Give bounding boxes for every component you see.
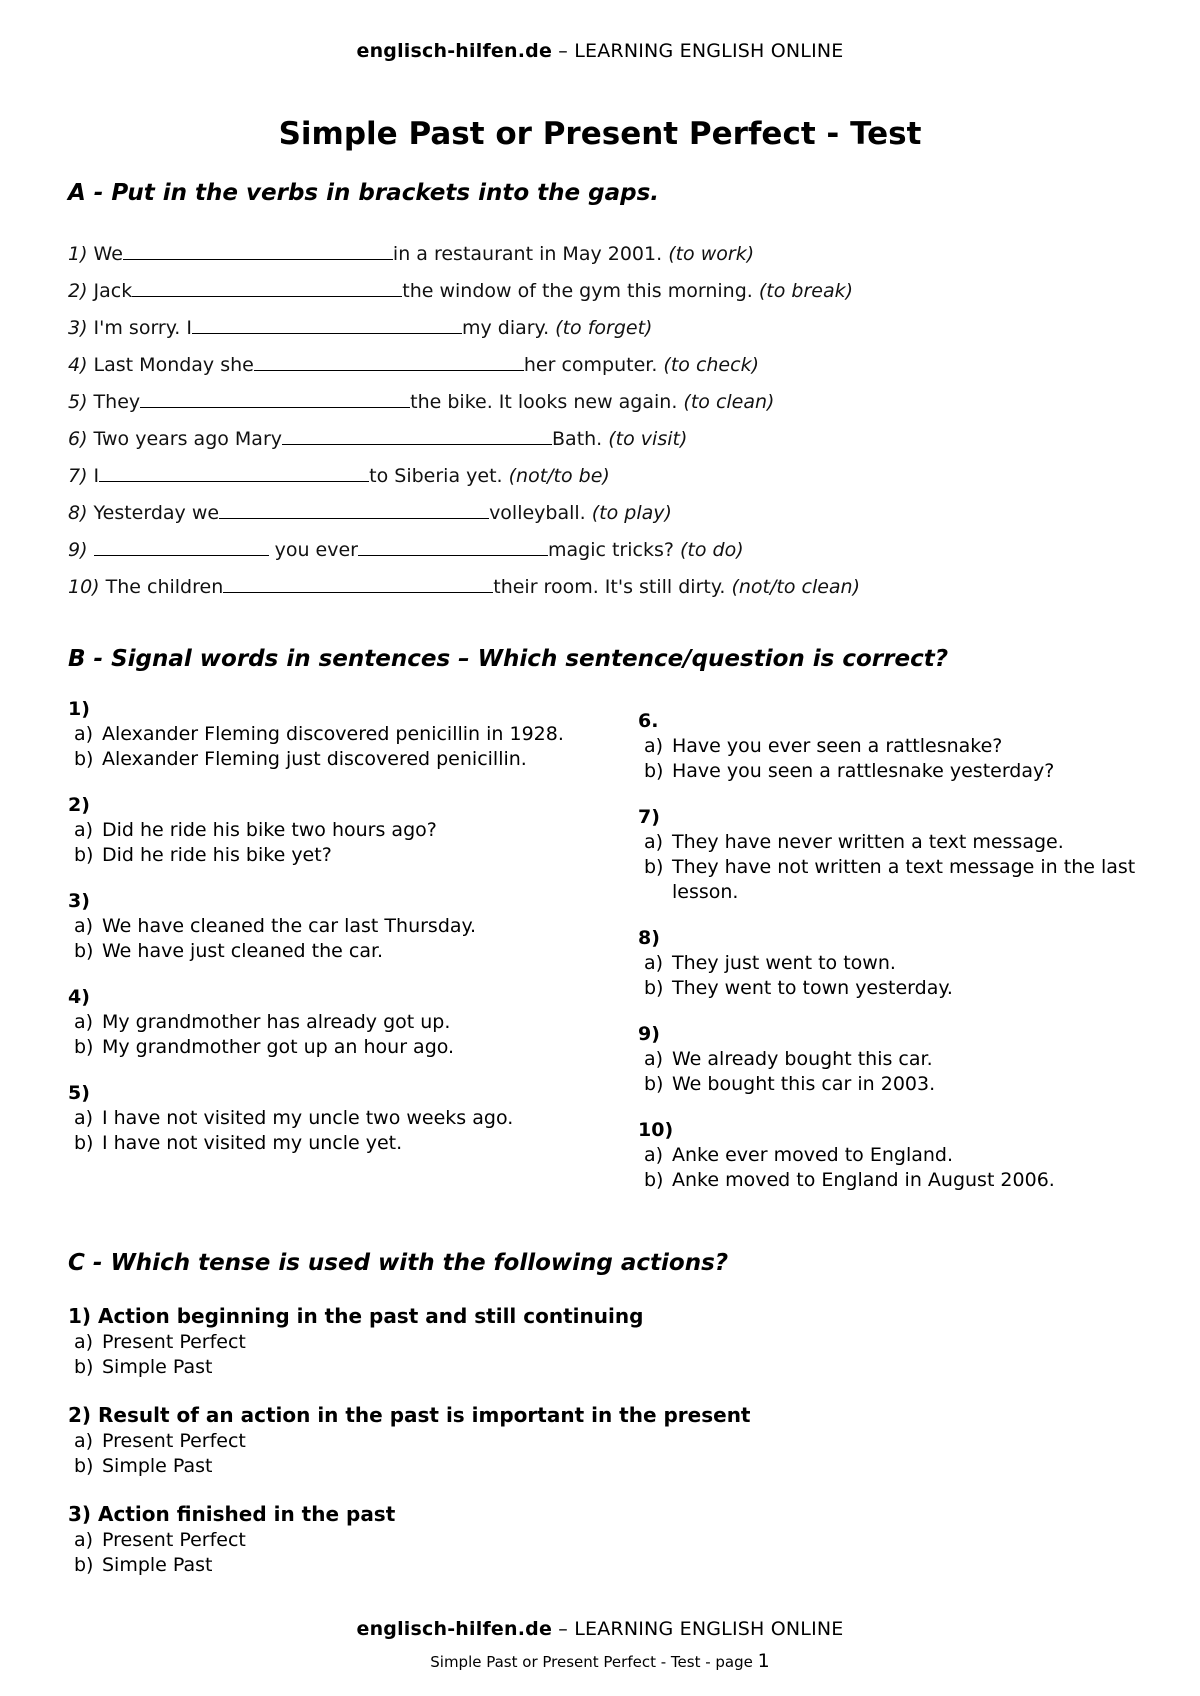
option-letter: b)	[644, 1169, 664, 1191]
option-text: Did he ride his bike yet?	[102, 844, 332, 866]
option-text: Present Perfect	[102, 1529, 246, 1551]
option-letter: b)	[74, 748, 94, 770]
question-block	[68, 698, 588, 772]
option-text: Alexander Fleming discovered penicillin in 1928.	[102, 723, 564, 745]
page-title: Simple Past or Present Perfect - Test	[278, 116, 922, 152]
gap-blank[interactable]	[192, 314, 462, 334]
gap-item-2	[68, 277, 853, 302]
gap-item-number: 6)	[68, 428, 88, 450]
option-letter: b)	[74, 1554, 94, 1576]
gap-item-text-after: in a restaurant in May 2001.	[392, 243, 669, 265]
option-letter: a)	[74, 1011, 94, 1033]
option-letter: a)	[74, 723, 94, 745]
option-text: My grandmother got up an hour ago.	[102, 1036, 455, 1058]
gap-item-text-after: her computer.	[523, 354, 664, 376]
gap-item-text-after: my diary.	[461, 317, 556, 339]
gap-item-3	[68, 314, 652, 339]
option-letter: a)	[74, 1529, 94, 1551]
option-b[interactable]	[638, 1168, 1148, 1193]
gap-item-text-before: I'm sorry. I	[87, 317, 192, 339]
option-a[interactable]	[638, 734, 1148, 759]
gap-blank[interactable]	[99, 462, 369, 482]
option-text: I have not visited my uncle two weeks ago.	[102, 1107, 514, 1129]
gap-item-text-before: Two years ago Mary	[87, 428, 283, 450]
gap-item-7	[68, 462, 610, 487]
option-text: Present Perfect	[102, 1430, 246, 1452]
option-a[interactable]	[68, 914, 588, 939]
gap-item-text-after: their room. It's still dirty.	[493, 576, 732, 598]
option-b[interactable]	[68, 843, 588, 868]
section-b-right-column	[638, 710, 1148, 1215]
gap-item-text-after: Bath.	[552, 428, 609, 450]
footer-separator: –	[552, 1618, 575, 1640]
option-a[interactable]	[68, 1528, 395, 1553]
gap-item-text-after: magic tricks?	[548, 539, 680, 561]
gap-item-hint: (to clean)	[683, 391, 775, 413]
question-block	[68, 890, 588, 964]
option-b[interactable]	[638, 855, 1148, 905]
question-block	[68, 1082, 588, 1156]
option-letter: b)	[74, 1036, 94, 1058]
gap-item-hint: (to forget)	[555, 317, 653, 339]
option-b[interactable]	[68, 1035, 588, 1060]
question-block	[638, 1023, 1148, 1097]
option-a[interactable]	[638, 951, 1148, 976]
gap-blank[interactable]	[282, 425, 552, 445]
option-text: They just went to town.	[672, 952, 896, 974]
question-block	[68, 794, 588, 868]
tense-question-title: 1) Action beginning in the past and still continuing	[68, 1304, 644, 1328]
option-b[interactable]	[68, 1355, 643, 1380]
gap-blank[interactable]	[223, 573, 493, 593]
gap-item-text-middle: you ever	[268, 539, 358, 561]
page-header	[0, 40, 1200, 62]
gap-blank[interactable]	[123, 240, 393, 260]
option-text: We bought this car in 2003.	[672, 1073, 936, 1095]
option-text: They have never written a text message.	[672, 831, 1064, 853]
gap-item-text-after: to Siberia yet.	[369, 465, 509, 487]
gap-item-1	[68, 240, 754, 265]
option-letter: a)	[74, 1430, 94, 1452]
gap-item-hint: (to work)	[668, 243, 755, 265]
option-b[interactable]	[68, 747, 588, 772]
header-site-name: englisch-hilfen.de	[356, 40, 553, 62]
option-b[interactable]	[68, 939, 588, 964]
gap-blank[interactable]	[254, 351, 524, 371]
gap-item-text-before: The children	[99, 576, 224, 598]
question-number: 9)	[638, 1023, 660, 1045]
question-number: 1)	[68, 698, 90, 720]
option-letter: b)	[74, 844, 94, 866]
question-number: 3)	[68, 890, 90, 912]
gap-item-text-after: volleyball.	[489, 502, 592, 524]
option-letter: a)	[644, 1048, 664, 1070]
section-b-left-column	[68, 698, 588, 1178]
gap-blank[interactable]	[132, 277, 402, 297]
question-number: 2)	[68, 794, 90, 816]
option-a[interactable]	[68, 1429, 751, 1454]
option-letter: a)	[644, 735, 664, 757]
option-letter: b)	[644, 977, 664, 999]
option-text: I have not visited my uncle yet.	[102, 1132, 403, 1154]
section-a-heading: A - Put in the verbs in brackets into the gaps.	[68, 180, 660, 206]
header-tagline: LEARNING ENGLISH ONLINE	[574, 40, 844, 62]
option-letter: a)	[74, 819, 94, 841]
option-text: We have cleaned the car last Thursday.	[102, 915, 477, 937]
option-text: Anke moved to England in August 2006.	[672, 1169, 1055, 1191]
gap-item-hint: (to play)	[591, 502, 672, 524]
option-letter: b)	[74, 940, 94, 962]
option-text: They went to town yesterday.	[672, 977, 953, 999]
option-letter: b)	[74, 1132, 94, 1154]
gap-item-8	[68, 499, 672, 524]
gap-item-text-before: Yesterday we	[87, 502, 220, 524]
option-letter: b)	[644, 760, 664, 782]
option-a[interactable]	[638, 1143, 1148, 1168]
footer-tagline: LEARNING ENGLISH ONLINE	[574, 1618, 844, 1640]
option-b[interactable]	[68, 1454, 751, 1479]
gap-item-text-before: Last Monday she	[87, 354, 254, 376]
gap-item-hint: (not/to clean)	[731, 576, 861, 598]
gap-item-number: 3)	[68, 317, 88, 339]
footer-site-name: englisch-hilfen.de	[356, 1618, 553, 1640]
tense-question-title: 2) Result of an action in the past is important in the present	[68, 1403, 751, 1427]
option-text: We have just cleaned the car.	[102, 940, 384, 962]
tense-question-1	[68, 1304, 643, 1380]
option-a[interactable]	[638, 1047, 1148, 1072]
gap-item-number: 2)	[68, 280, 88, 302]
gap-item-number: 7)	[68, 465, 88, 487]
gap-item-text-before: Jack	[87, 280, 133, 302]
option-letter: a)	[644, 952, 664, 974]
option-b[interactable]	[638, 976, 1148, 1001]
option-text: Simple Past	[102, 1356, 213, 1378]
gap-item-text-after: the window of the gym this morning.	[402, 280, 759, 302]
option-b[interactable]	[68, 1553, 395, 1578]
option-a[interactable]	[68, 818, 588, 843]
option-a[interactable]	[68, 1106, 588, 1131]
option-b[interactable]	[638, 1072, 1148, 1097]
gap-item-text-after: the bike. It looks new again.	[410, 391, 684, 413]
gap-blank[interactable]	[140, 388, 410, 408]
gap-item-hint: (to visit)	[608, 428, 688, 450]
option-letter: a)	[644, 1144, 664, 1166]
question-number: 7)	[638, 806, 660, 828]
gap-item-hint: (to break)	[758, 280, 854, 302]
option-text: Have you ever seen a rattlesnake?	[672, 735, 1003, 757]
option-b[interactable]	[68, 1131, 588, 1156]
tense-question-title: 3) Action finished in the past	[68, 1502, 396, 1526]
option-letter: b)	[74, 1455, 94, 1477]
gap-item-number: 8)	[68, 502, 88, 524]
footer-page-info	[0, 1650, 1200, 1672]
gap-item-number: 5)	[68, 391, 88, 413]
gap-item-number: 4)	[68, 354, 88, 376]
option-letter: a)	[644, 831, 664, 853]
gap-item-number: 1)	[68, 243, 88, 265]
option-text: We already bought this car.	[672, 1048, 933, 1070]
option-a[interactable]	[638, 830, 1148, 855]
gap-item-hint: (not/to be)	[508, 465, 610, 487]
option-text: Anke ever moved to England.	[672, 1144, 954, 1166]
tense-question-2	[68, 1403, 751, 1479]
option-text: My grandmother has already got up.	[102, 1011, 451, 1033]
question-block	[638, 1119, 1148, 1193]
section-c-heading: C - Which tense is used with the following actions?	[68, 1250, 729, 1276]
question-number: 8)	[638, 927, 660, 949]
question-number: 4)	[68, 986, 90, 1008]
page-number: 1	[757, 1650, 770, 1672]
question-number: 6.	[638, 710, 659, 732]
page-footer	[0, 1618, 1200, 1640]
question-block	[638, 806, 1148, 905]
question-block	[638, 927, 1148, 1001]
option-letter: a)	[74, 1331, 94, 1353]
question-block	[68, 986, 588, 1060]
option-text: Did he ride his bike two hours ago?	[102, 819, 437, 841]
question-number: 5)	[68, 1082, 90, 1104]
gap-item-5	[68, 388, 774, 413]
gap-item-number: 10)	[68, 576, 100, 598]
option-letter: b)	[644, 856, 664, 878]
gap-item-text-before: I	[87, 465, 100, 487]
option-text: Simple Past	[102, 1455, 213, 1477]
gap-item-4	[68, 351, 759, 376]
gap-item-text-before: They	[87, 391, 141, 413]
option-text: Have you seen a rattlesnake yesterday?	[672, 760, 1055, 782]
gap-item-number: 9)	[68, 539, 88, 561]
gap-item-hint: (to do)	[680, 539, 744, 561]
gap-item-text-before: We	[87, 243, 123, 265]
footer-page-text: Simple Past or Present Perfect - Test - page	[430, 1653, 758, 1671]
option-a[interactable]	[68, 722, 588, 747]
gap-item-10	[68, 573, 860, 598]
gap-blank[interactable]	[94, 536, 269, 556]
option-a[interactable]	[68, 1010, 588, 1035]
gap-item-9	[68, 536, 744, 561]
gap-item-6	[68, 425, 687, 450]
question-number: 10)	[638, 1119, 674, 1141]
option-text: Present Perfect	[102, 1331, 246, 1353]
gap-blank[interactable]	[358, 536, 548, 556]
option-letter: b)	[644, 1073, 664, 1095]
option-text: Alexander Fleming just discovered penicillin.	[102, 748, 527, 770]
tense-question-3	[68, 1502, 395, 1578]
option-letter: a)	[74, 915, 94, 937]
gap-item-hint: (to check)	[663, 354, 759, 376]
option-a[interactable]	[68, 1330, 643, 1355]
option-letter: b)	[74, 1356, 94, 1378]
gap-blank[interactable]	[219, 499, 489, 519]
option-text: They have not written a text message in the last lesson.	[672, 856, 1136, 903]
option-b[interactable]	[638, 759, 1148, 784]
option-text: Simple Past	[102, 1554, 213, 1576]
question-block	[638, 710, 1148, 784]
header-separator: –	[552, 40, 575, 62]
section-b-heading: B - Signal words in sentences – Which sentence/question is correct?	[68, 646, 949, 672]
option-letter: a)	[74, 1107, 94, 1129]
